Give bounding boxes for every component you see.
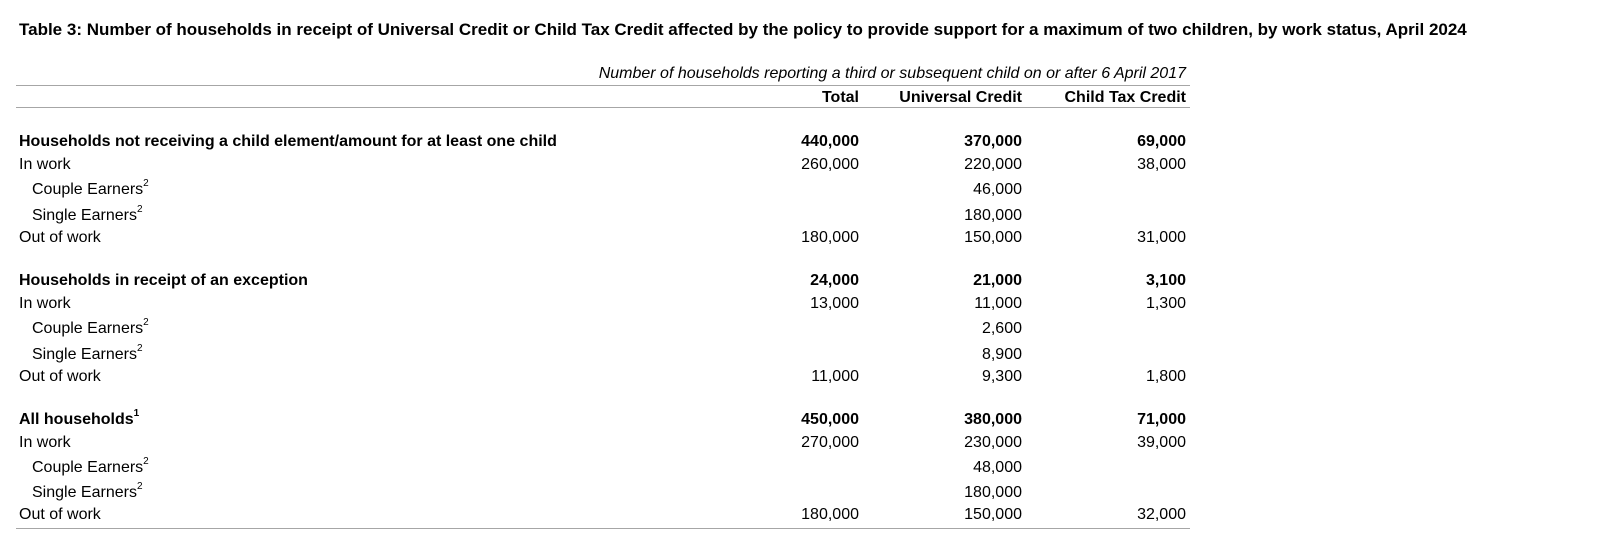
total-cell: 180,000	[801, 506, 859, 523]
table-row	[0, 178, 1200, 203]
universal-credit-cell: 8,900	[981, 346, 1022, 363]
child-tax-credit-cell: 39,000	[1137, 434, 1186, 451]
section-header-row	[0, 133, 1200, 155]
universal-credit-cell: 220,000	[964, 156, 1022, 173]
total-cell: 180,000	[801, 229, 859, 246]
universal-credit-cell: 230,000	[964, 434, 1022, 451]
column-group-heading: Number of households reporting a third or subsequent child on or after 6 April 2017	[598, 65, 1186, 82]
table-row	[0, 368, 1200, 390]
universal-credit-cell: 11,000	[974, 295, 1022, 312]
column-header-child-tax-credit: Child Tax Credit	[1064, 89, 1186, 106]
child-tax-credit-cell: 38,000	[1137, 156, 1186, 173]
table-row	[0, 204, 1200, 229]
universal-credit-cell: 380,000	[964, 411, 1022, 428]
table-row	[0, 343, 1200, 368]
total-cell: 450,000	[801, 411, 859, 428]
child-tax-credit-cell: 71,000	[1137, 411, 1186, 428]
row-label: All households$^1$	[19, 408, 140, 428]
child-tax-credit-cell: 69,000	[1137, 133, 1186, 150]
table-row	[0, 156, 1200, 178]
universal-credit-cell: 180,000	[964, 484, 1022, 501]
universal-credit-cell: 48,000	[973, 459, 1022, 476]
top-rule	[16, 85, 1190, 86]
row-label: In work	[19, 434, 71, 451]
column-header-universal-credit: Universal Credit	[899, 89, 1022, 106]
row-label: Single Earners$^2$	[32, 481, 143, 501]
row-label: Households in receipt of an exception	[19, 272, 308, 289]
row-label: Couple Earners$^2$	[32, 317, 149, 337]
row-label: Couple Earners$^2$	[32, 178, 149, 198]
universal-credit-cell: 9,300	[981, 368, 1022, 385]
section-header-row	[0, 408, 1200, 433]
total-cell: 270,000	[801, 434, 859, 451]
universal-credit-cell: 46,000	[973, 181, 1022, 198]
total-cell: 13,000	[810, 295, 859, 312]
table-row	[0, 456, 1200, 481]
total-cell: 11,000	[811, 368, 859, 385]
child-tax-credit-cell: 31,000	[1137, 229, 1186, 246]
row-label: Out of work	[19, 368, 101, 385]
row-label: Single Earners$^2$	[32, 343, 143, 363]
table-row	[0, 481, 1200, 506]
table-title: Table 3: Number of households in receipt of Universal Credit or Child Tax Credit affected by the policy to provide support for a maximum of two children, by work status, April 2024	[19, 20, 1467, 39]
row-label: In work	[19, 156, 71, 173]
total-cell: 260,000	[801, 156, 859, 173]
universal-credit-cell: 370,000	[964, 133, 1022, 150]
section-header-row	[0, 272, 1200, 294]
table-row	[0, 506, 1200, 528]
universal-credit-cell: 150,000	[964, 229, 1022, 246]
child-tax-credit-cell: 3,100	[1145, 272, 1186, 289]
row-label: Out of work	[19, 506, 101, 523]
total-cell: 440,000	[801, 133, 859, 150]
table-row	[0, 317, 1200, 342]
child-tax-credit-cell: 32,000	[1137, 506, 1186, 523]
row-label: In work	[19, 295, 71, 312]
table-row	[0, 229, 1200, 251]
header-rule	[16, 107, 1190, 108]
universal-credit-cell: 2,600	[981, 320, 1022, 337]
row-label: Out of work	[19, 229, 101, 246]
row-label: Couple Earners$^2$	[32, 456, 149, 476]
child-tax-credit-cell: 1,800	[1145, 368, 1186, 385]
row-label: Households not receiving a child element/amount for at least one child	[19, 133, 557, 150]
universal-credit-cell: 21,000	[973, 272, 1022, 289]
table-row	[0, 434, 1200, 456]
total-cell: 24,000	[810, 272, 859, 289]
column-header-total: Total	[821, 89, 859, 106]
child-tax-credit-cell: 1,300	[1145, 295, 1186, 312]
row-label: Single Earners$^2$	[32, 204, 143, 224]
universal-credit-cell: 150,000	[964, 506, 1022, 523]
bottom-rule	[16, 528, 1190, 529]
table-row	[0, 295, 1200, 317]
universal-credit-cell: 180,000	[964, 207, 1022, 224]
